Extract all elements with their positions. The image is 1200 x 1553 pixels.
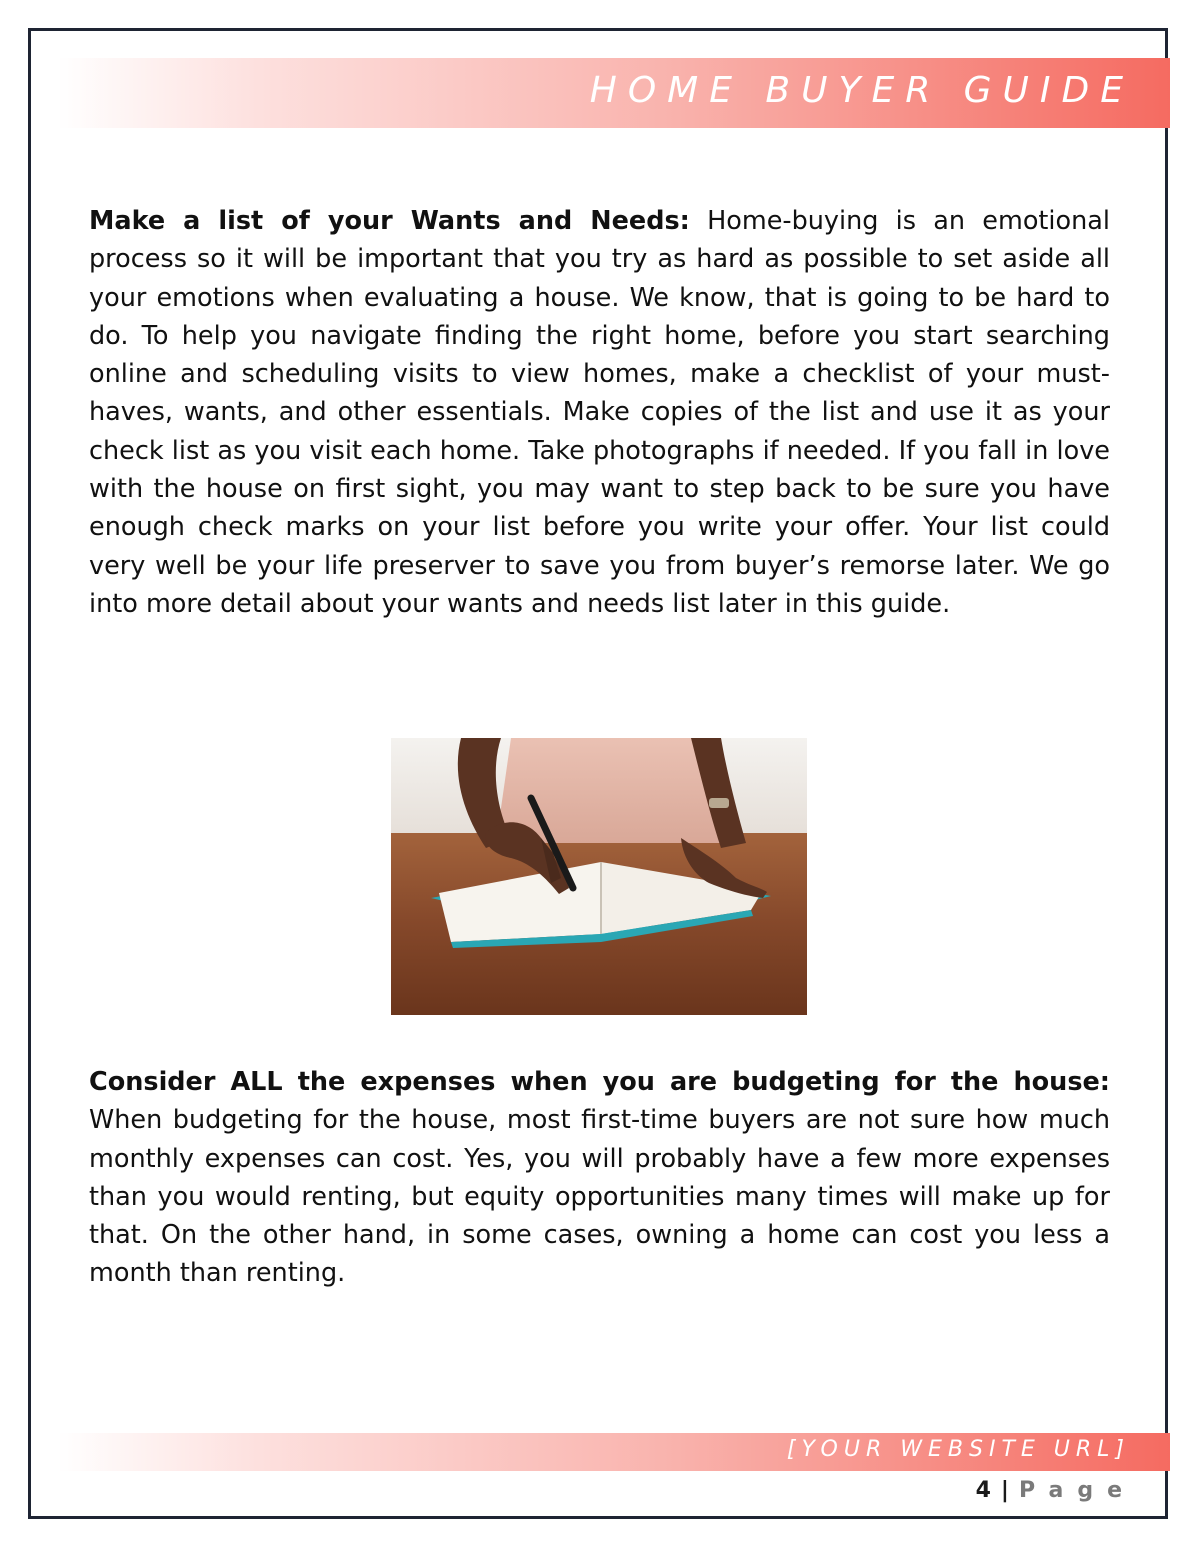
guide-title: HOME BUYER GUIDE [589,70,1134,111]
expenses-heading: Consider ALL the expenses when you are budgeting for the house: [89,1067,1110,1097]
notebook-writing-icon [391,738,807,1015]
header-banner [58,58,1170,128]
page-number [976,1478,1136,1503]
footer-banner [58,1433,1170,1471]
wants-needs-heading: Make a list of your Wants and Needs: [89,206,690,236]
page-label: Page [1018,1478,1136,1503]
woman-writing-photo [391,738,807,1015]
website-url[interactable]: [YOUR WEBSITE URL] [786,1437,1130,1462]
page-number-value: 4 [975,1478,991,1503]
wants-needs-paragraph [89,202,1110,623]
wants-needs-text: Home-buying is an emotional process so it will be important that you try as hard as possible to set aside all your emotions when evaluating a house. We know, that is going to be hard to do. To help you navigate finding the right home, before you start searching online and scheduling visits to view homes, make a checklist of your must-haves, wants, and other essentials. Make copies of the list and use it as your check list as you visit each home. Take photographs if needed. If you fall in love with the house on first sight, you may want to step back to be sure you have enough check marks on your list before you write your offer. Your list could very well be your life preserver to save you from buyer’s remorse later. We go into more detail about your wants and needs list later in this guide. [89,206,1110,619]
expenses-text: When budgeting for the house, most first-time buyers are not sure how much monthly expenses can cost. Yes, you will probably have a few more expenses than you would renting, but equity opportunities many times will make up for that. On the other hand, in some cases, owning a home can cost you less a month than renting. [89,1105,1110,1289]
expenses-paragraph [89,1063,1110,1293]
page-separator: | [1000,1478,1009,1503]
